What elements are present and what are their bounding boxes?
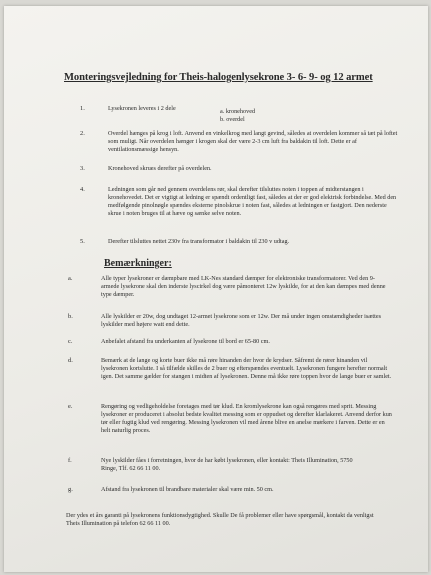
remark-text: Alle typer lysekroner er dæmpbare med LK-Nes standard dæmper for elektroniske transformatorer. Ved den 9-armede lysekrone skal den inderste lyscirkel dog være påmonteret 12w lyskilde, for at den kan dæmpes med denne type dæmper. bbox=[101, 275, 386, 299]
step-part: b. overdel bbox=[220, 116, 245, 123]
remark-letter: b. bbox=[68, 313, 73, 320]
step-number: 3. bbox=[80, 165, 85, 172]
remark-letter: c. bbox=[68, 338, 73, 345]
step-text: Derefter tilsluttes nettet 230v fra transformator i baldakin til 230 v udtag. bbox=[108, 238, 290, 245]
remark-text: Nye lyskilder fåes i forretningen, hvor de har købt lysekronen, eller kontakt: Theis Illumination, 5750 Ringe, Tlf. 62 66 11 00. bbox=[101, 457, 353, 473]
step-text: Overdel hænges på krog i loft. Anvend en vinkelkrog med langt gevind, således at overdelen kommer så tæt på loftet som muligt. Når overdelen hænger i krogen skal der være 2-3 cm luft fra baldakin til loft. Dette er af ventilationsmæssige hensyn. bbox=[108, 130, 398, 154]
step-part: a. kronehoved bbox=[220, 108, 256, 115]
remark-text: Alle lyskilder er 20w, dog undtaget 12-armet lysekrone som er 12w. Der må under ingen omstændigheder isættes lyskilder med højere watt end dette. bbox=[101, 313, 381, 329]
document-title: Monteringsvejledning for Theis-halogenlysekrone 3- 6- 9- og 12 armet bbox=[64, 72, 373, 83]
step-number: 2. bbox=[80, 130, 85, 137]
remark-letter: d. bbox=[68, 357, 73, 364]
remarks-heading: Bemærkninger: bbox=[104, 258, 172, 269]
step-number: 1. bbox=[80, 105, 85, 112]
step-text: Lysekronen leveres i 2 dele bbox=[108, 105, 176, 112]
remark-text: Rengøring og vedligeholdelse foretages med tør klud. En kromlysekrone kan også rengøres med sprit. Messing lysekroner er produceret i absolut bedste kvalitet messing som er oppudset og derefter klarlakeret. Anvend derfor kun tør eller fugtig klud ved rengøring. Messing lysekronen vil med årene blive en anelse mørkere i farven. Dette er en helt naturlig proces. bbox=[101, 403, 392, 435]
step-number: 5. bbox=[80, 238, 85, 245]
remark-text: Bemærk at de lange og korte buer ikke må røre hinanden der hvor de krydser. Såfremt de rører hinanden vil lysekronen kortslutte. I så tilfælde skilles de 2 buer og efterspændes eventuelt. Lysekronen fungere herefter normalt igen. Det samme gælder for stangen i midten af lysekronen. Denne må ikke røre toppen hvor de lange buer er samlet. bbox=[101, 357, 392, 381]
instruction-sheet bbox=[4, 6, 428, 572]
remark-text: Anbefalet afstand fra underkanten af lysekrone til bord er 65-80 cm. bbox=[101, 338, 270, 345]
remark-letter: g. bbox=[68, 486, 73, 493]
remark-letter: a. bbox=[68, 275, 73, 282]
remark-letter: e. bbox=[68, 403, 73, 410]
remark-letter: f. bbox=[68, 457, 72, 464]
warranty-note: Der ydes et års garanti på lysekronens funktionsdygtighed. Skulle De få problemer eller have spørgsmål, kontakt da venligst Theis Illumination på telefon 62 66 11 00. bbox=[66, 512, 374, 528]
step-text: Ledningen som går ned gennem overdelens rør, skal derefter tilsluttes noten i toppen af midterstangen i kronehovedet. Det er vigtigt at ledning er spændt ordentligt fast, således at der er god elektrisk forbindelse. Med den medfølgende pinolnøgle spændes eksterne pinolskrue i noten fast, således at ledningen er fastgjort. Den nederste skrue i noten bruges til at hæve og sænke selve noten. bbox=[108, 186, 397, 218]
remark-text: Afstand fra lysekronen til brandbare materialer skal være min. 50 cm. bbox=[101, 486, 274, 493]
step-text: Kronehoved skrues derefter på overdelen. bbox=[108, 165, 212, 172]
step-number: 4. bbox=[80, 186, 85, 193]
